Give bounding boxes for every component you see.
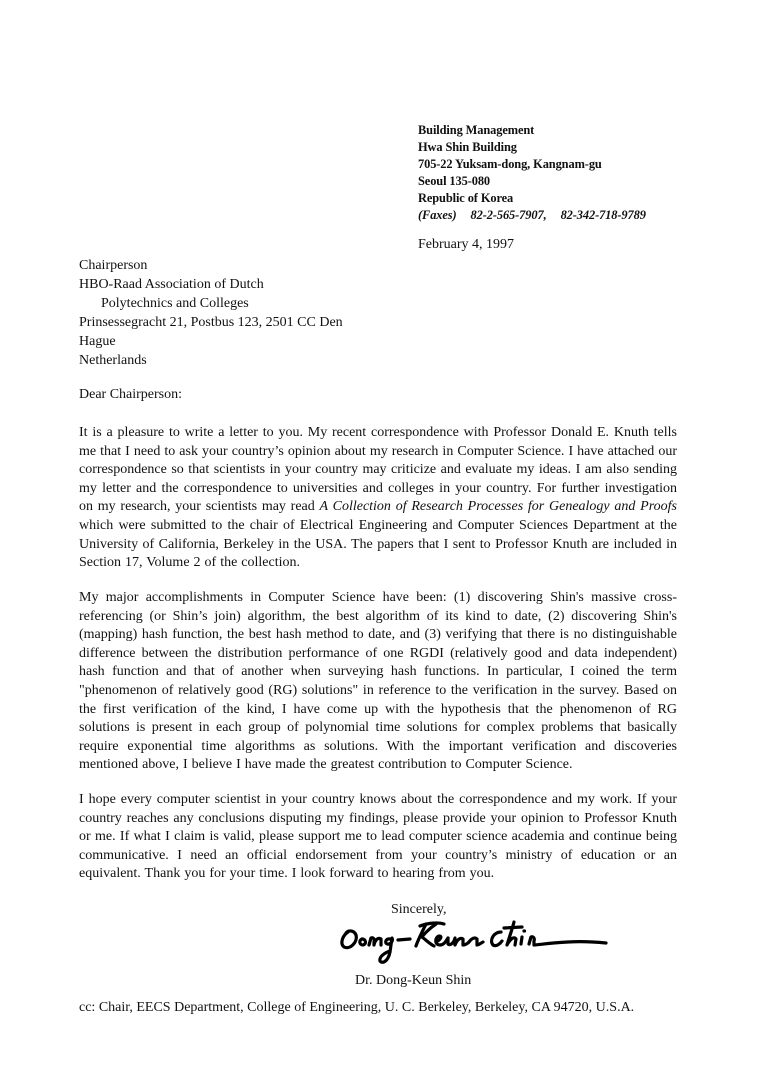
handwritten-signature	[338, 918, 613, 968]
recipient-line: Netherlands	[79, 353, 147, 368]
sender-address-block	[418, 122, 646, 224]
recipient-line: Polytechnics and Colleges	[101, 296, 249, 311]
fax-number: 82-2-565-7907,	[470, 208, 547, 222]
fax-number: 82-342-718-9789	[560, 208, 646, 222]
recipient-address-block	[79, 256, 343, 370]
paragraph-text: which were submitted to the chair of Electrical Engineering and Computer Sciences Department at the University of California, Berkeley in the USA. The papers that I sent to Professor Knuth are included in Section 17, Volume 2 of the collection.	[79, 517, 677, 571]
sender-line: Hwa Shin Building	[418, 140, 517, 154]
letter-date: February 4, 1997	[418, 237, 515, 252]
publication-title: A Collection of Research Processes for Genealogy and Proofs	[319, 499, 677, 515]
recipient-line: HBO-Raad Association of Dutch	[79, 277, 264, 292]
sender-line: 705-22 Yuksam-dong, Kangnam-gu	[418, 157, 602, 171]
closing: Sincerely,	[391, 902, 447, 917]
sender-fax-line	[418, 207, 646, 224]
body-paragraph-3: I hope every computer scientist in your country knows about the correspondence and my work. If your country reaches any conclusions disputing my findings, please provide your opinion to Professor Knuth or me. If what I claim is valid, please support me to lead computer science academia and continue being communicative. I need an official endorsement from your country’s ministry of education or an equivalent. Thank you for your time. I look forward to hearing from you.	[79, 792, 677, 882]
salutation: Dear Chairperson:	[79, 387, 183, 402]
body-paragraph-2: My major accomplishments in Computer Science have been: (1) discovering Shin's massive cross-referencing (or Shin’s join) algorithm, the best algorithm of its kind to date, (2) discovering Shin's (mapping) hash function, the best hash method to date, and (3) verifying that there is no distinguishable difference between the distribution performance of one RGDI (relatively good and data independent) hash function and that of another when surveying hash functions. In particular, I coined the term "phenomenon of relatively good (RG) solutions" in reference to the verification in the survey. Based on the first verification of the kind, I have come up with the hypothesis that the phenomenon of RG solutions is present in each group of polynomial time solutions for complex problems that basically require exponential time algorithms as solutions. With the important verification and discoveries mentioned above, I believe I have made the greatest contribution to Computer Science.	[79, 590, 677, 773]
carbon-copy-line: cc: Chair, EECS Department, College of Engineering, U. C. Berkeley, Berkeley, CA 94720, U.S.A.	[79, 1000, 635, 1015]
sender-line: Building Management	[418, 123, 535, 137]
fax-label: (Faxes)	[418, 208, 457, 222]
body-paragraph-1	[79, 424, 677, 573]
recipient-line: Chairperson	[79, 258, 148, 273]
signer-name: Dr. Dong-Keun Shin	[355, 973, 472, 988]
recipient-line: Hague	[79, 334, 116, 349]
recipient-line: Prinsessegracht 21, Postbus 123, 2501 CC Den	[79, 315, 343, 330]
paragraph-text: It is a pleasure to write a letter to you. My recent correspondence with Professor Donald E. Knuth tells me that I need to ask your country’s opinion about my research in Computer Science. I have attached our correspondence so that scientists in your country may criticize and evaluate my ideas. I am also sending my letter and the correspondence to universities and colleges in your country. For further investigation on my research, your scientists may read	[79, 425, 677, 515]
sender-line: Seoul 135-080	[418, 174, 491, 188]
sender-line: Republic of Korea	[418, 191, 514, 205]
